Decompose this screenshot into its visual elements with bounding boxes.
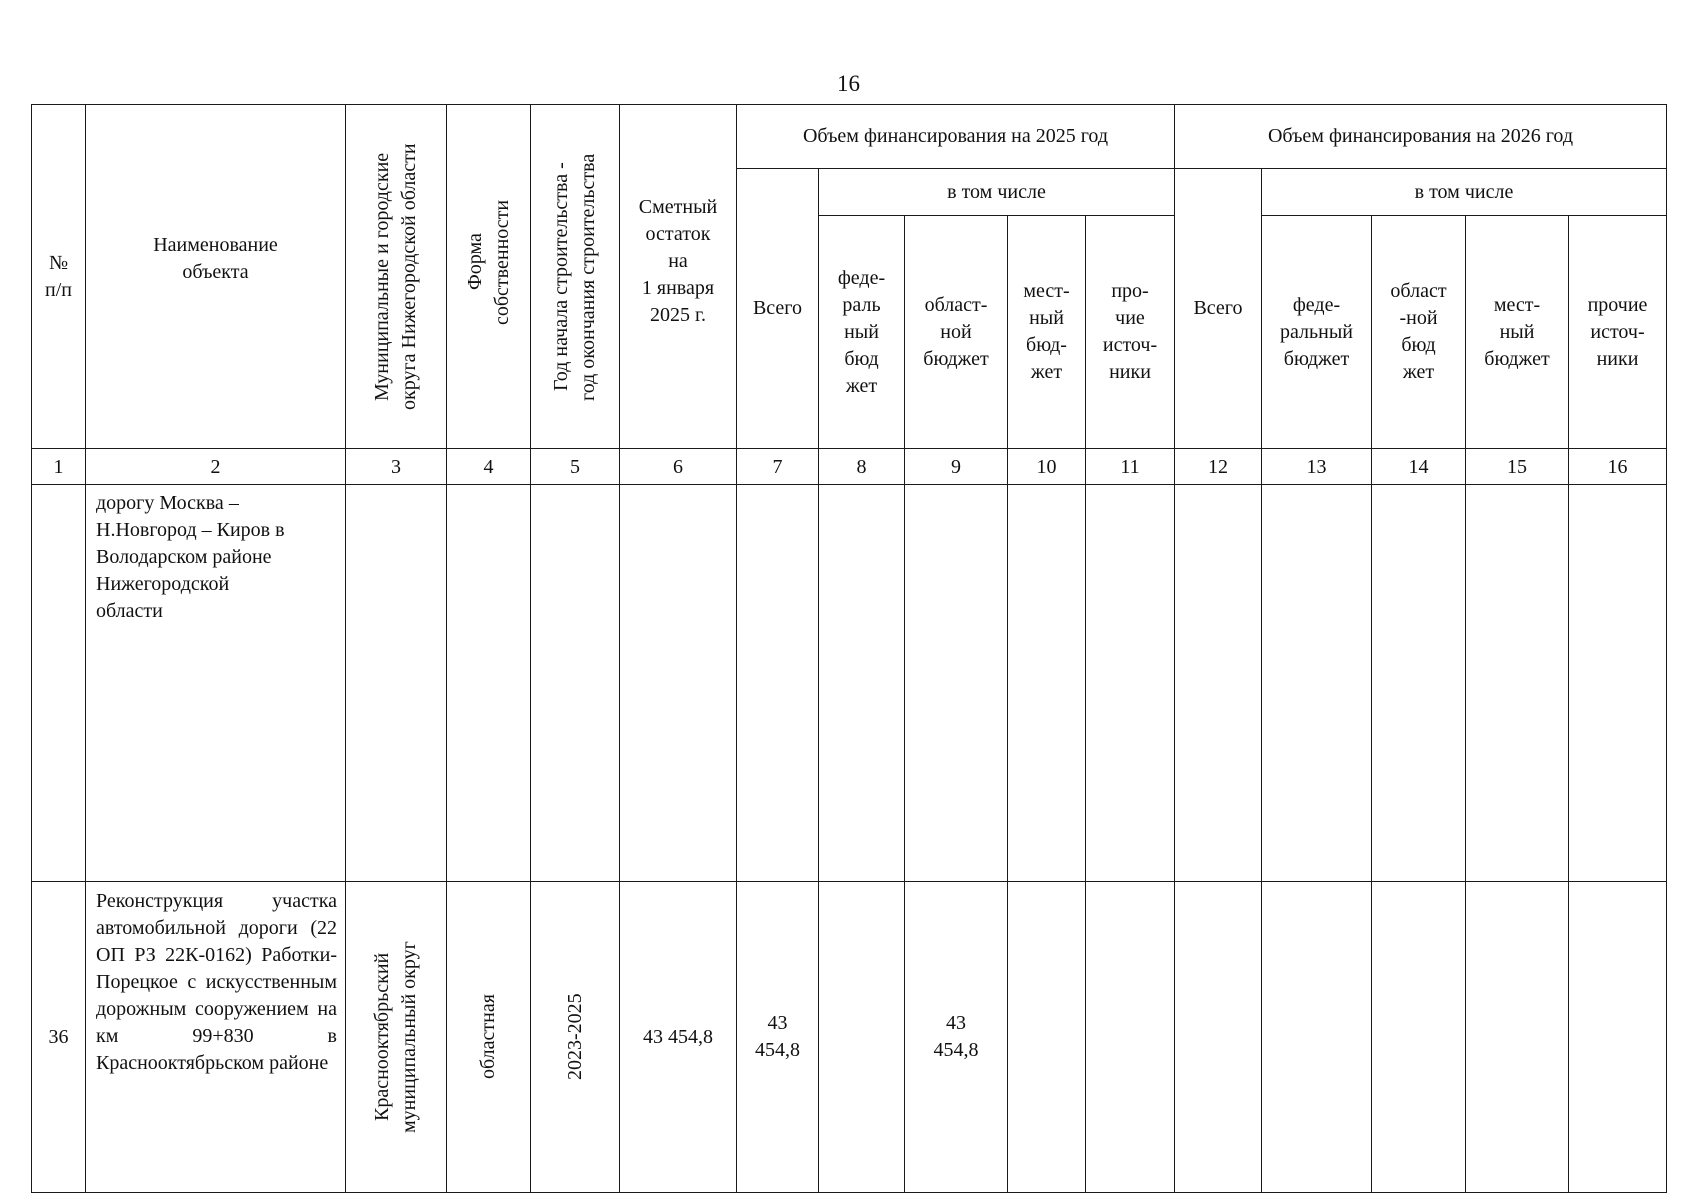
column-number: 11: [1086, 449, 1175, 485]
cell-estimate: 43 454,8: [620, 882, 737, 1193]
header-funding-2025: Объем финансирования на 2025 год: [737, 105, 1175, 169]
header-local-2025: мест- ный бюд- жет: [1008, 216, 1086, 449]
column-number: 4: [447, 449, 531, 485]
cell-local-2025: [1008, 882, 1086, 1193]
cell-other-2026: [1569, 485, 1667, 882]
header-federal-2025: феде- раль ный бюд жет: [819, 216, 905, 449]
header-local-2026: мест- ный бюджет: [1466, 216, 1569, 449]
header-no: № п/п: [32, 105, 86, 449]
column-number: 5: [531, 449, 620, 485]
page-number: 16: [837, 71, 860, 96]
cell-federal-2025: [819, 882, 905, 1193]
column-number: 16: [1569, 449, 1667, 485]
header-funding-2026: Объем финансирования на 2026 год: [1175, 105, 1667, 169]
cell-estimate: [620, 485, 737, 882]
column-number: 10: [1008, 449, 1086, 485]
header-municipality: Муниципальные и городские округа Нижегородской области: [346, 105, 447, 449]
column-number: 15: [1466, 449, 1569, 485]
header-ownership: Форма собственности: [447, 105, 531, 449]
column-number: 2: [86, 449, 346, 485]
header-other-2025: про- чие источ- ники: [1086, 216, 1175, 449]
header-other-2026: прочие источ- ники: [1569, 216, 1667, 449]
cell-name: дорогу Москва – Н.Новгород – Киров в Володарском районе Нижегородской области: [86, 485, 346, 882]
cell-ownership: [447, 485, 531, 882]
cell-municipality: Краснооктябрьский муниципальный округ: [346, 882, 447, 1193]
cell-total-2025: 43 454,8: [737, 882, 819, 1193]
funding-table: [31, 104, 1667, 1193]
cell-local-2025: [1008, 485, 1086, 882]
cell-regional-2026: [1372, 485, 1466, 882]
column-number: 6: [620, 449, 737, 485]
header-name: Наименование объекта: [86, 105, 346, 449]
cell-name: Реконструкция участка автомобильной дороги (22 ОП РЗ 22К-0162) Работки-Порецкое с искусственным дорожным сооружением на км 99+830 в Краснооктябрьском районе: [86, 882, 346, 1193]
cell-local-2026: [1466, 485, 1569, 882]
column-number: 12: [1175, 449, 1262, 485]
cell-total-2025: [737, 485, 819, 882]
header-including-2025: в том числе: [819, 169, 1175, 216]
cell-no: 36: [32, 882, 86, 1193]
table-row: [32, 485, 1667, 882]
cell-years: 2023-2025: [531, 882, 620, 1193]
cell-regional-2025: [905, 485, 1008, 882]
header-federal-2026: феде- ральный бюджет: [1262, 216, 1372, 449]
header-estimate: Сметный остаток на 1 января 2025 г.: [620, 105, 737, 449]
cell-regional-2026: [1372, 882, 1466, 1193]
cell-local-2026: [1466, 882, 1569, 1193]
header-years: Год начала строительства - год окончания строительства: [531, 105, 620, 449]
header-including-2026: в том числе: [1262, 169, 1667, 216]
table-row: [32, 882, 1667, 1193]
header-regional-2025: област- ной бюджет: [905, 216, 1008, 449]
column-number: 7: [737, 449, 819, 485]
cell-federal-2025: [819, 485, 905, 882]
cell-municipality: [346, 485, 447, 882]
cell-other-2025: [1086, 485, 1175, 882]
header-total-2026: Всего: [1175, 169, 1262, 449]
column-number: 13: [1262, 449, 1372, 485]
header-regional-2026: област -ной бюд жет: [1372, 216, 1466, 449]
cell-total-2026: [1175, 485, 1262, 882]
column-number: 1: [32, 449, 86, 485]
column-number: 8: [819, 449, 905, 485]
column-number: 9: [905, 449, 1008, 485]
column-number-row: [32, 449, 1667, 485]
cell-no: [32, 485, 86, 882]
column-number: 14: [1372, 449, 1466, 485]
header-total-2025: Всего: [737, 169, 819, 449]
column-number: 3: [346, 449, 447, 485]
cell-regional-2025: 43 454,8: [905, 882, 1008, 1193]
cell-federal-2026: [1262, 882, 1372, 1193]
cell-total-2026: [1175, 882, 1262, 1193]
cell-other-2025: [1086, 882, 1175, 1193]
cell-ownership: областная: [447, 882, 531, 1193]
cell-other-2026: [1569, 882, 1667, 1193]
cell-federal-2026: [1262, 485, 1372, 882]
cell-years: [531, 485, 620, 882]
